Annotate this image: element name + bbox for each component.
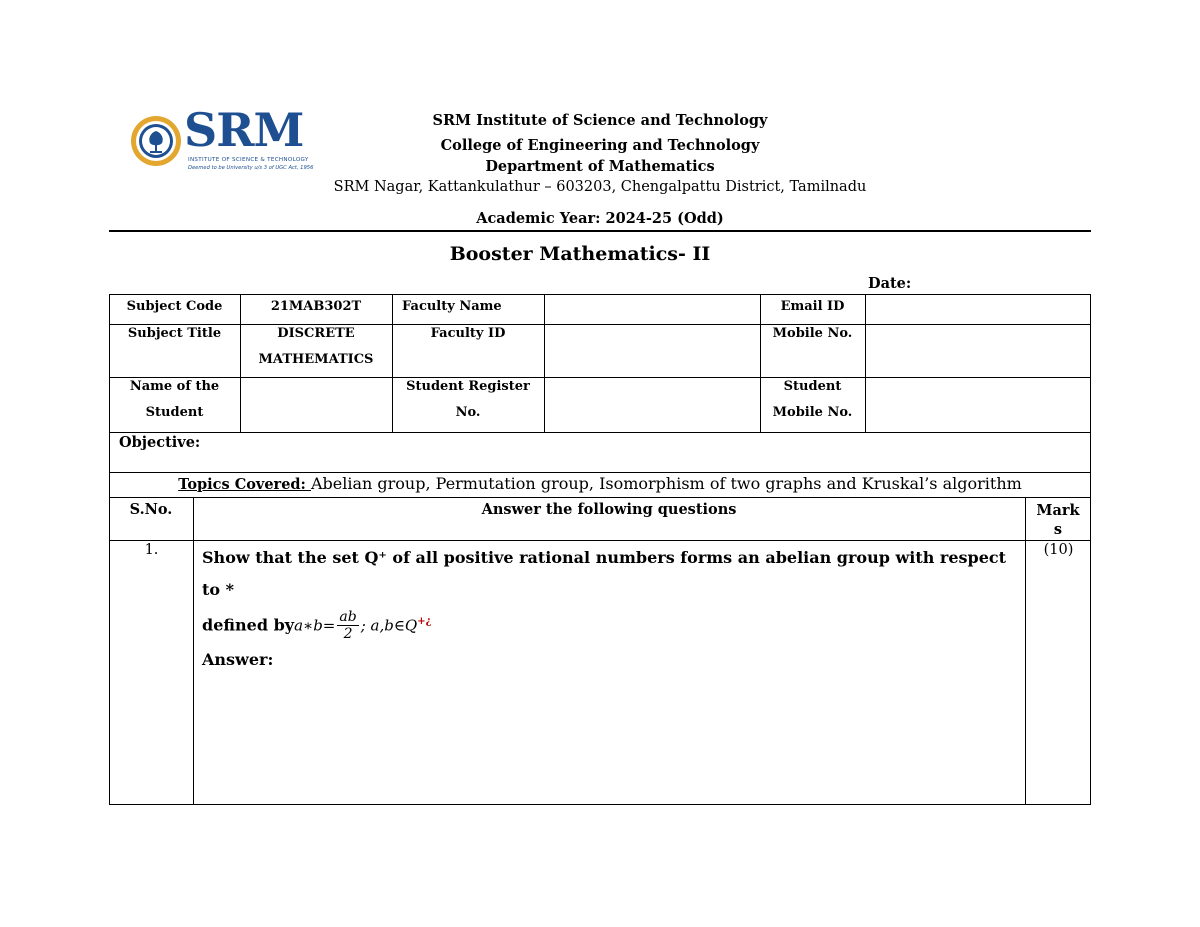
subject-code-value: 21MAB302T xyxy=(270,299,362,314)
student-name-line2: Student xyxy=(145,405,204,420)
topics-covered xyxy=(109,474,1091,493)
institute-name: SRM Institute of Science and Technology xyxy=(432,112,768,129)
topics-label: Topics Covered: xyxy=(178,476,311,493)
question-number: 1. xyxy=(144,542,159,558)
page-title: Booster Mathematics- II xyxy=(449,243,711,265)
math-lhs: a∗b= xyxy=(294,616,336,635)
math-superscript: +¿ xyxy=(417,616,432,627)
department-name: Department of Mathematics xyxy=(485,158,715,175)
register-no-label: Student Register No. xyxy=(406,379,530,420)
sno-header: S.No. xyxy=(129,501,173,518)
question-sheet-table xyxy=(109,294,1091,805)
math-fraction xyxy=(337,609,358,642)
objective-label: Objective: xyxy=(119,434,201,451)
college-name: College of Engineering and Technology xyxy=(440,137,760,154)
academic-year: Academic Year: 2024-25 (Odd) xyxy=(476,210,724,227)
marks-header xyxy=(1025,501,1091,539)
subject-title-line2: MATHEMATICS xyxy=(258,352,374,367)
subject-code-label: Subject Code xyxy=(126,299,223,314)
srm-logo xyxy=(130,103,314,175)
subject-title-line1: DISCRETE xyxy=(277,326,355,341)
student-name-line1: Name of the xyxy=(129,379,220,394)
fraction-numerator: ab xyxy=(339,609,357,626)
logo-wordmark: SRM xyxy=(184,103,304,157)
question-text xyxy=(202,542,1022,642)
question-text-line1: Show that the set Q⁺ of all positive rational numbers forms an abelian group with respect to * xyxy=(202,548,1007,599)
marks-header-line2: s xyxy=(1053,521,1063,538)
topics-text: Abelian group, Permutation group, Isomorphism of two graphs and Kruskal’s algorithm xyxy=(310,474,1022,493)
student-mobile-line2: Mobile No. xyxy=(772,405,853,420)
faculty-name-label: Faculty Name xyxy=(402,299,502,314)
fraction-denominator: 2 xyxy=(343,626,353,643)
address: SRM Nagar, Kattankulathur – 603203, Chengalpattu District, Tamilnadu xyxy=(333,179,867,195)
header-divider xyxy=(109,230,1091,232)
logo-subtag: Deemed to be University u/s 3 of UGC Act, 1956 xyxy=(188,165,314,171)
instruction-header: Answer the following questions xyxy=(481,501,737,518)
mobile-label: Mobile No. xyxy=(772,326,853,341)
student-mobile-line1: Student xyxy=(783,379,842,394)
faculty-id-label: Faculty ID xyxy=(430,326,506,341)
question-marks: (10) xyxy=(1043,542,1074,558)
math-rhs: ; a,b∈Q xyxy=(360,616,418,635)
question-text-line2-prefix: defined by xyxy=(202,615,295,635)
email-label: Email ID xyxy=(780,299,845,314)
subject-title-label: Subject Title xyxy=(127,326,222,341)
srm-seal-icon xyxy=(130,115,182,167)
answer-label: Answer: xyxy=(202,650,274,669)
logo-tagline: INSTITUTE OF SCIENCE & TECHNOLOGY xyxy=(188,157,309,163)
marks-header-line1: Mark xyxy=(1036,502,1080,519)
date-label: Date: xyxy=(868,275,912,292)
